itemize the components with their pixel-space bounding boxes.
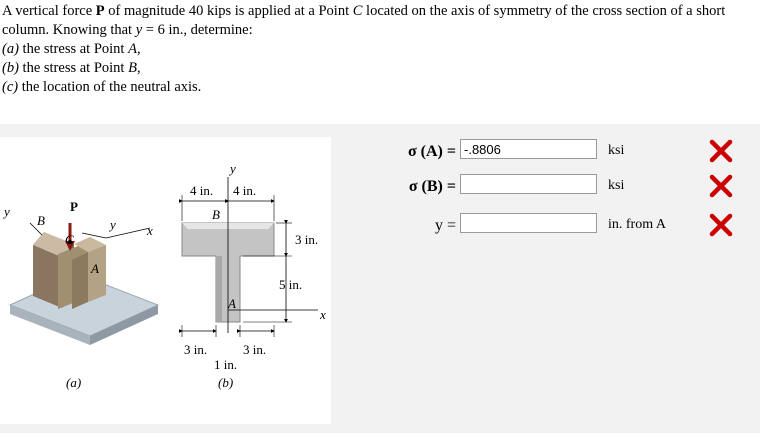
point-symbol: C: [352, 3, 363, 19]
problem-statement: [2, 2, 758, 97]
unit-label: ksi: [608, 178, 625, 193]
point-label: C: [65, 232, 74, 247]
text: the stress at Point: [18, 41, 129, 57]
dimension-label: 4 in.: [190, 183, 214, 198]
axis-label: y: [4, 204, 10, 219]
answer-label-wrap: [380, 143, 456, 161]
force-label: P: [70, 199, 78, 214]
point-symbol: B: [128, 60, 137, 76]
text: A vertical force: [2, 3, 96, 19]
text: ,: [136, 60, 141, 76]
variable-symbol: y: [135, 22, 143, 38]
text: located on the axis of symmetry of the cross section of a short: [362, 3, 726, 19]
x-mark-icon: [708, 173, 734, 199]
axis-label: y: [230, 161, 236, 176]
axis-label: x: [320, 307, 326, 322]
part-letter: (a): [2, 41, 19, 57]
dimension-label: 4 in.: [233, 183, 257, 198]
caption-b: (b): [218, 375, 234, 390]
x-mark-icon: [708, 138, 734, 164]
neutral-axis-input[interactable]: [460, 213, 597, 233]
answer-label: y =: [434, 217, 456, 234]
answer-label-wrap: [380, 178, 456, 196]
unit-label: ksi: [608, 143, 625, 158]
part-letter: (b): [2, 60, 19, 76]
answer-label-wrap: [380, 217, 456, 235]
point-label: B: [212, 207, 220, 222]
text: of magnitude 40 kips is applied at a Point: [104, 3, 353, 19]
problem-line-2: [2, 21, 758, 40]
stress-b-input[interactable]: [460, 174, 597, 194]
caption-a: (a): [66, 375, 82, 390]
point-label: A: [91, 261, 99, 276]
point-label: B: [37, 213, 45, 228]
tee-cross-section: [182, 177, 318, 337]
text: ,: [136, 41, 141, 57]
problem-part-a: [2, 40, 758, 59]
axis-label: y: [110, 217, 116, 232]
text: column. Knowing that: [2, 22, 136, 38]
dimension-label: 3 in.: [243, 342, 267, 357]
answer-label: σ (A) =: [407, 143, 456, 160]
part-letter: (c): [2, 79, 19, 95]
point-symbol: A: [128, 41, 137, 57]
problem-part-c: [2, 78, 758, 97]
answer-row-stress-a: [0, 139, 760, 163]
stress-a-input[interactable]: [460, 139, 597, 159]
answer-label: σ (B) =: [408, 178, 456, 195]
force-symbol: P: [95, 3, 105, 19]
unit-label: in. from A: [608, 217, 666, 232]
problem-part-b: [2, 59, 758, 78]
text: the stress at Point: [18, 60, 129, 76]
dimension-label: 1 in.: [214, 357, 238, 372]
problem-line-1: [2, 2, 758, 21]
text: = 6 in., determine:: [142, 22, 253, 38]
answer-row-neutral-axis: [0, 213, 760, 237]
dimension-label: 3 in.: [295, 232, 319, 247]
text: the location of the neutral axis.: [18, 79, 202, 95]
dimension-label: 5 in.: [279, 277, 303, 292]
dimension-label: 3 in.: [184, 342, 208, 357]
axis-label: x: [147, 223, 153, 238]
column-isometric-view: [10, 223, 158, 345]
point-label: A: [228, 296, 236, 311]
x-mark-icon: [708, 212, 734, 238]
answer-row-stress-b: [0, 174, 760, 198]
